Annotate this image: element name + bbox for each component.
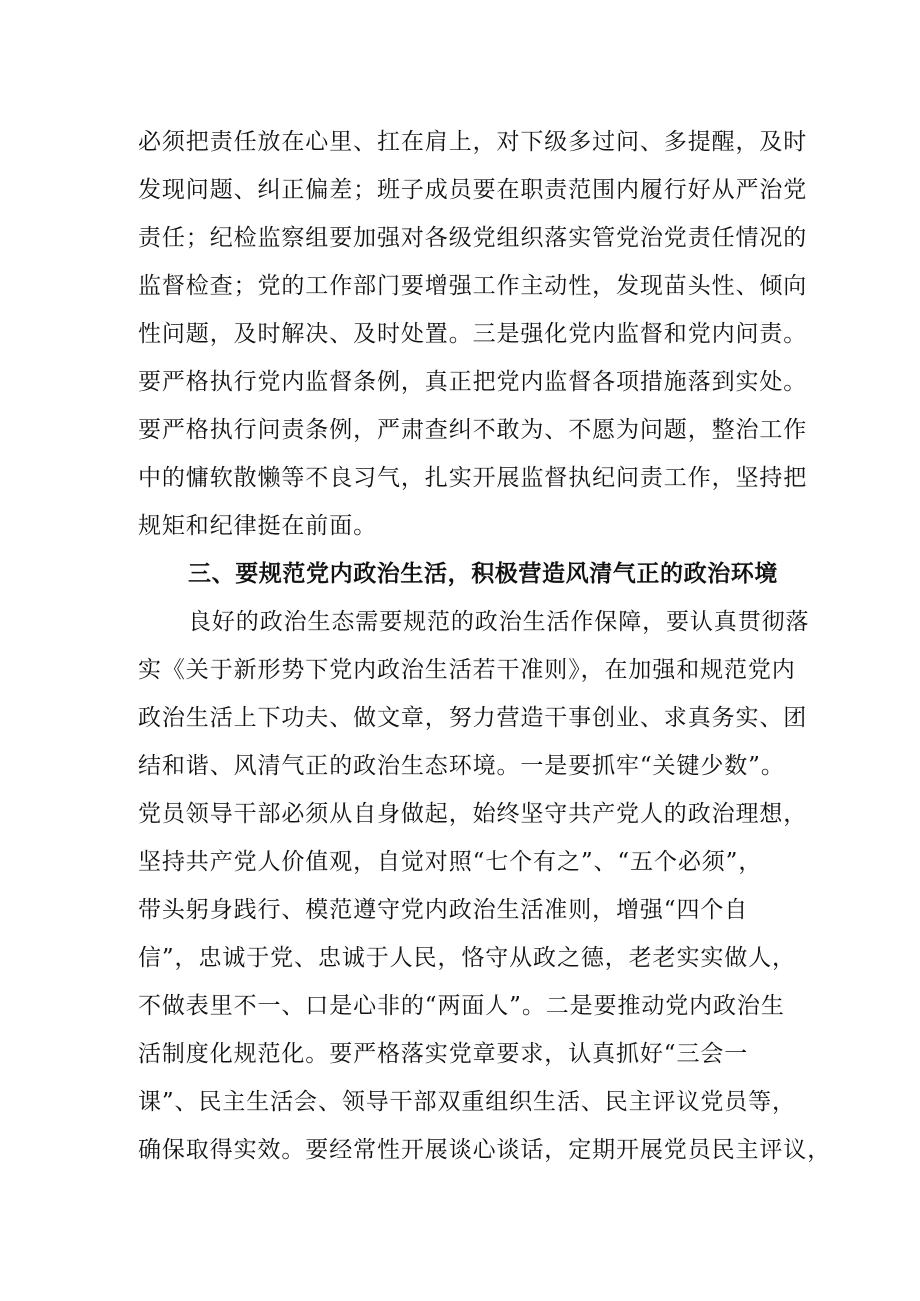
- text-line: 带头躬身践行、模范遵守党内政治生活准则，增强“四个自: [138, 897, 749, 923]
- text-line: 良好的政治生态需要规范的政治生活作保障，要认真贯彻落: [188, 609, 810, 635]
- text-line: 规矩和纪律挺在前面。: [138, 513, 377, 539]
- text-line: 不做表里不一、口是心非的“两面人”。二是要推动党内政治生: [138, 993, 785, 1019]
- text-line: 实《关于新形势下党内政治生活若干准则》，在加强和规范党内: [138, 657, 796, 683]
- text-line: 性问题，及时解决、及时处置。三是强化党内监督和党内问责。: [138, 321, 808, 347]
- text-line: 确保取得实效。要经常性开展谈心谈话，定期开展党员民主评议，: [138, 1137, 832, 1163]
- text-line: 结和谐、风清气正的政治生态环境。一是要抓牢“关键少数”。: [138, 753, 785, 779]
- text-line: 要严格执行问责条例，严肃查纠不敢为、不愿为问题，整治工作: [138, 417, 808, 443]
- text-line: 信”，忠诚于党、忠诚于人民，恪守从政之德，老老实实做人，: [138, 945, 796, 971]
- text-line: 课”、民主生活会、领导干部双重组织生活、民主评议党员等，: [138, 1089, 796, 1115]
- text-line: 必须把责任放在心里、扛在肩上，对下级多过问、多提醒，及时: [138, 129, 808, 155]
- text-line: 党员领导干部必须从自身做起，始终坚守共产党人的政治理想，: [138, 801, 808, 827]
- text-line: 坚持共产党人价值观，自觉对照“七个有之”、“五个必须”，: [138, 849, 763, 875]
- text-line: 监督检查；党的工作部门要增强工作主动性，发现苗头性、倾向: [138, 273, 808, 299]
- text-line: 要严格执行党内监督条例，真正把党内监督各项措施落到实处。: [138, 369, 808, 395]
- text-line: 责任；纪检监察组要加强对各级党组织落实管党治党责任情况的: [138, 225, 808, 251]
- text-line: 发现问题、纠正偏差；班子成员要在职责范围内履行好从严治党: [138, 177, 808, 203]
- text-line: 中的慵软散懒等不良习气，扎实开展监督执纪问责工作，坚持把: [138, 465, 808, 491]
- text-line: 政治生活上下功夫、做文章，努力营造干事创业、求真务实、团: [138, 705, 808, 731]
- section-heading: 三、要规范党内政治生活，积极营造风清气正的政治环境: [188, 560, 778, 587]
- text-line: 活制度化规范化。要严格落实党章要求，认真抓好“三会一: [138, 1041, 749, 1067]
